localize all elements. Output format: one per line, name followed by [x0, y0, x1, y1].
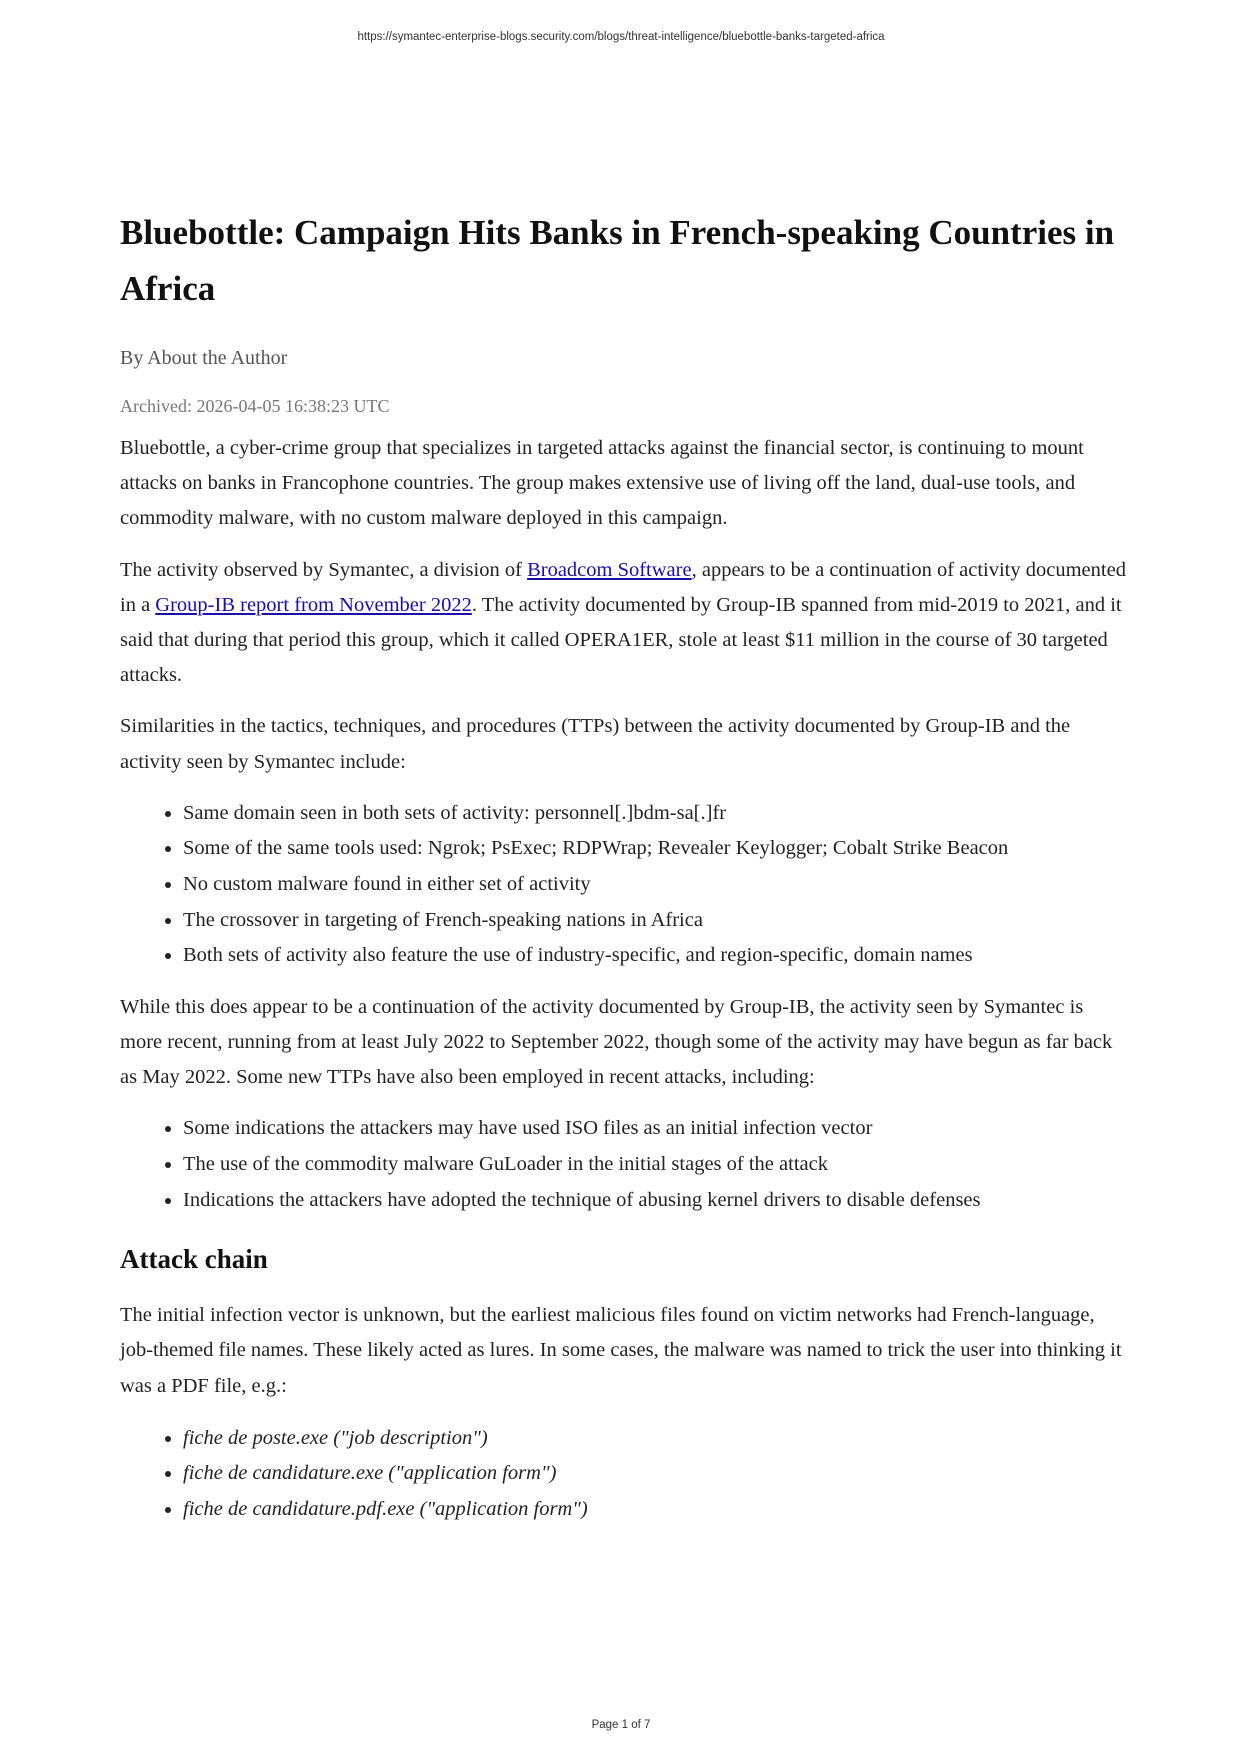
paragraph-intro: Bluebottle, a cyber-crime group that specializes in targeted attacks against the financial sector, is continuing to mount attacks on banks in Francophone countries. The group makes extensive use of living off the land, dual-use tools, and commodity malware, with no custom malware deployed in this campaign.	[120, 437, 1084, 530]
page-url-header: https://symantec-enterprise-blogs.security.com/blogs/threat-intelligence/bluebottle-banks-targeted-africa	[357, 31, 885, 43]
paragraph-activity	[120, 553, 1130, 694]
author-byline: By About the Author	[120, 347, 288, 369]
archived-timestamp: Archived: 2026-04-05 16:38:23 UTC	[120, 396, 390, 416]
similarities-list	[120, 796, 1130, 974]
list-item: • Same domain seen in both sets of activity: personnel[.]bdm-sa[.]fr	[183, 796, 1130, 832]
list-item: • Both sets of activity also feature the use of industry-specific, and region-specific, domain names	[183, 938, 1130, 974]
lure-filenames-list	[120, 1421, 1130, 1528]
list-item: • fiche de candidature.pdf.exe ("application form")	[183, 1492, 1130, 1528]
section-heading-attack-chain: Attack chain	[120, 1244, 268, 1275]
paragraph-continuation: While this does appear to be a continuation of the activity documented by Group-IB, the activity seen by Symantec is more recent, running from at least July 2022 to September 2022, though some of the activity may have begun as far back as May 2022. Some new TTPs have also been employed in recent attacks, including:	[120, 995, 1113, 1089]
paragraph-activity-text-1: The activity observed by Symantec, a division of	[120, 558, 528, 581]
list-item: • fiche de candidature.exe ("application form")	[183, 1456, 1130, 1492]
list-item: • Some of the same tools used: Ngrok; PsExec; RDPWrap; Revealer Keylogger; Cobalt Strike Beacon	[183, 831, 1130, 867]
paragraph-similarities: Similarities in the tactics, techniques, and procedures (TTPs) between the activity documented by Group-IB and the activity seen by Symantec include:	[120, 715, 1071, 773]
new-ttps-list	[120, 1111, 1130, 1218]
article-content	[120, 205, 1130, 1528]
list-item: • Indications the attackers have adopted the technique of abusing kernel drivers to disable defenses	[183, 1183, 1130, 1219]
group-ib-report-link[interactable]: Group-IB report from November 2022	[155, 593, 472, 616]
paragraph-activity-text-3: . The activity documented by Group-IB spanned from mid-2019 to 2021, and it said that during that period this group, which it called OPERA1ER, stole at least $11 million in the course of 30 targeted attacks.	[120, 593, 1122, 687]
list-item: • Some indications the attackers may have used ISO files as an initial infection vector	[183, 1111, 1130, 1147]
article-title: Bluebottle: Campaign Hits Banks in French-speaking Countries in Africa	[120, 213, 1115, 308]
paragraph-activity-text-2: , appears to be a continuation of activity documented in a	[120, 558, 1126, 616]
paragraph-infection-vector: The initial infection vector is unknown, but the earliest malicious files found on victim networks had French-language, job-themed file names. These likely acted as lures. In some cases, the malware was named to trick the user into thinking it was a PDF file, e.g.:	[120, 1304, 1122, 1397]
list-item: • fiche de poste.exe ("job description")	[183, 1421, 1130, 1457]
list-item: • The crossover in targeting of French-speaking nations in Africa	[183, 903, 1130, 939]
list-item: • No custom malware found in either set of activity	[183, 867, 1130, 903]
page-number: Page 1 of 7	[591, 1719, 651, 1731]
broadcom-software-link[interactable]: Broadcom Software	[527, 558, 692, 581]
list-item: • The use of the commodity malware GuLoader in the initial stages of the attack	[183, 1147, 1130, 1183]
